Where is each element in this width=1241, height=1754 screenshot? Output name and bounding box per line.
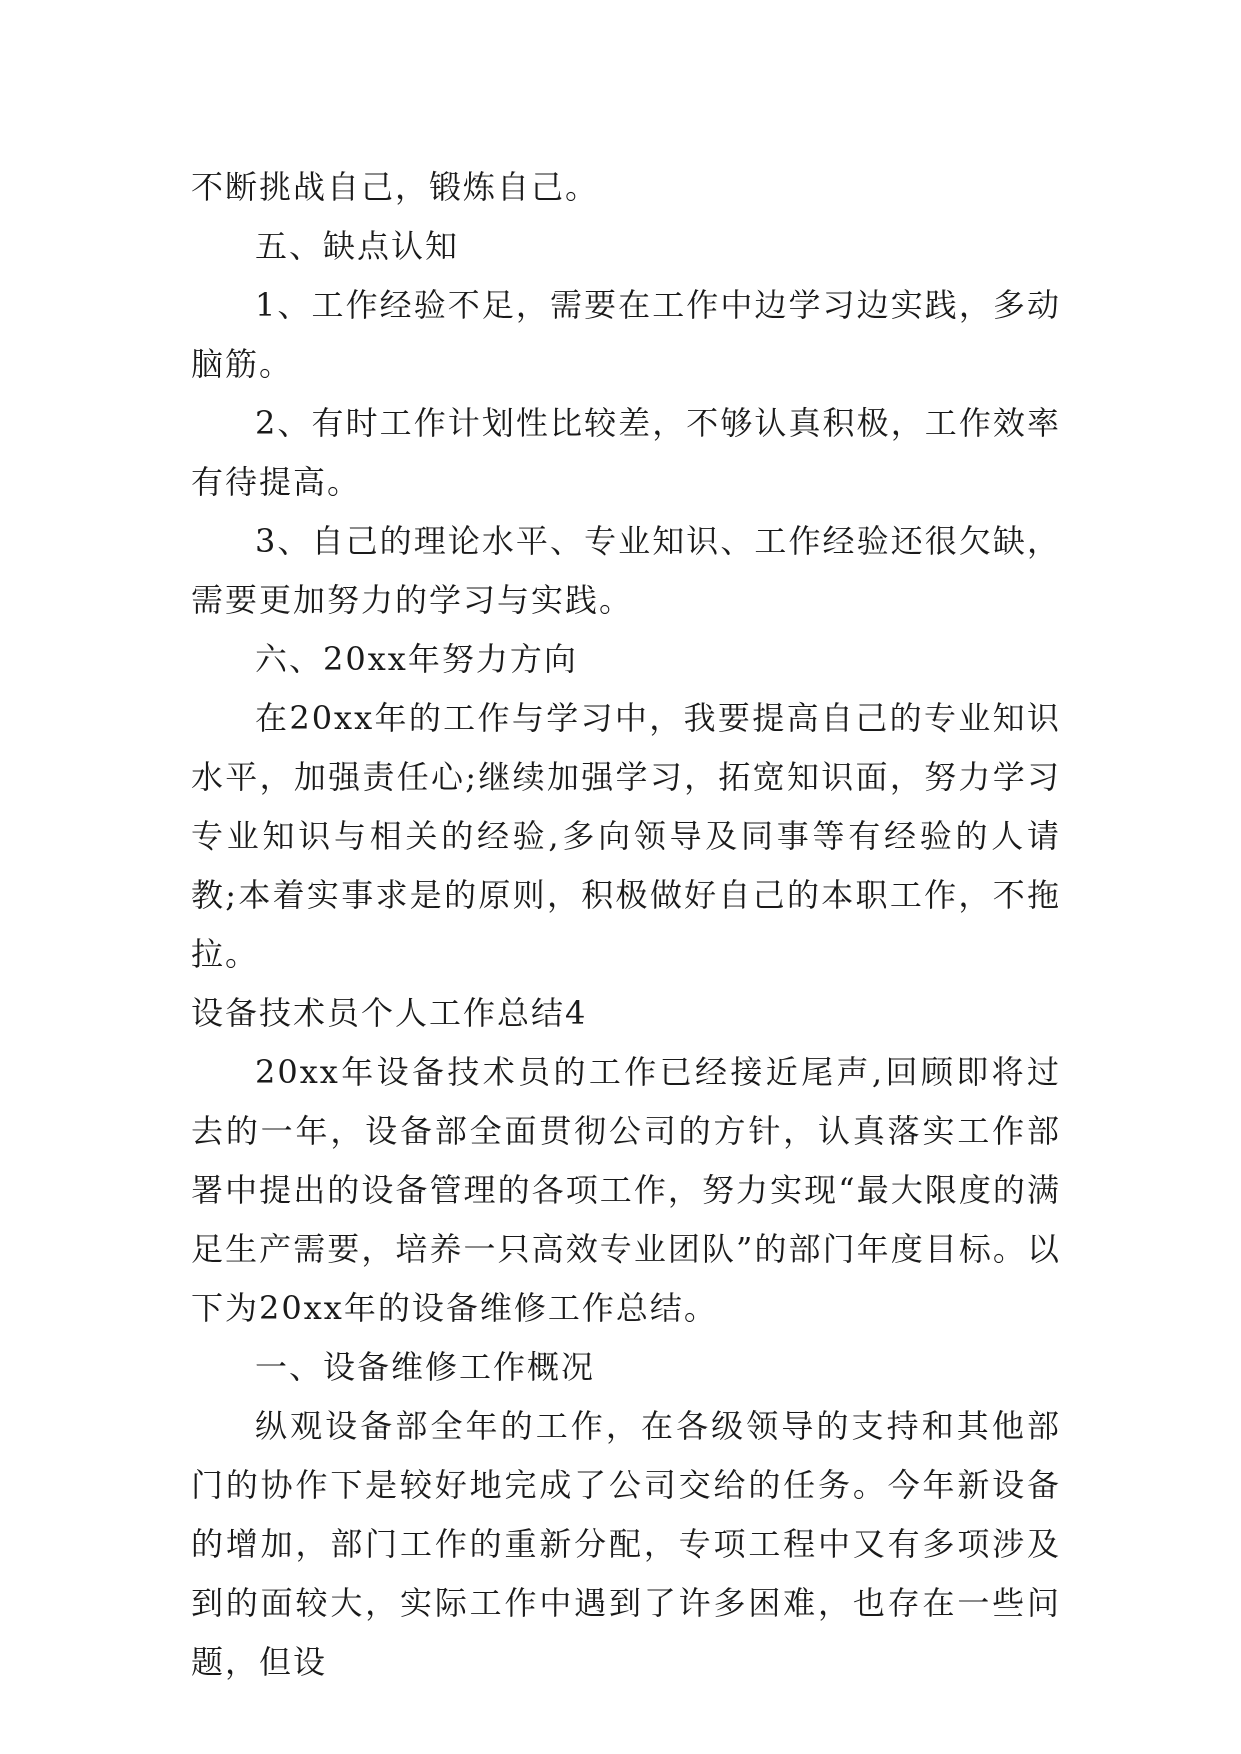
- list-item-shortcoming-2: 2、有时工作计划性比较差，不够认真积极，工作效率有待提高。: [191, 404, 1061, 501]
- article-subtitle: 设备技术员个人工作总结4: [191, 994, 588, 1032]
- section-heading-direction: 六、20xx年努力方向: [255, 640, 578, 678]
- section-heading-shortcomings: 五、缺点认知: [255, 227, 460, 265]
- paragraph-direction: 在20xx年的工作与学习中，我要提高自己的专业知识水平，加强责任心;继续加强学习，拓宽知识面，努力学习专业知识与相关的经验,多向领导及同事等有经验的人请教;本着实事求是的原则，积极做好自己的本职工作，不拖拉。: [191, 699, 1061, 973]
- paragraph-continuation: 不断挑战自己，锻炼自己。: [191, 168, 600, 206]
- paragraph-overview: 纵观设备部全年的工作，在各级领导的支持和其他部门的协作下是较好地完成了公司交给的任务。今年新设备的增加，部门工作的重新分配，专项工程中又有多项涉及到的面较大，实际工作中遇到了许多困难，也存在一些问题，但设: [191, 1407, 1061, 1681]
- list-item-shortcoming-1: 1、工作经验不足，需要在工作中边学习边实践，多动脑筋。: [191, 286, 1061, 383]
- list-item-shortcoming-3: 3、自己的理论水平、专业知识、工作经验还很欠缺，需要更加努力的学习与实践。: [191, 522, 1061, 619]
- section-heading-overview: 一、设备维修工作概况: [255, 1348, 596, 1386]
- document-body: [191, 158, 1061, 1692]
- paragraph-intro: 20xx年设备技术员的工作已经接近尾声,回顾即将过去的一年，设备部全面贯彻公司的方针，认真落实工作部署中提出的设备管理的各项工作，努力实现“最大限度的满足生产需要，培养一只高效专业团队”的部门年度目标。以下为20xx年的设备维修工作总结。: [191, 1053, 1061, 1327]
